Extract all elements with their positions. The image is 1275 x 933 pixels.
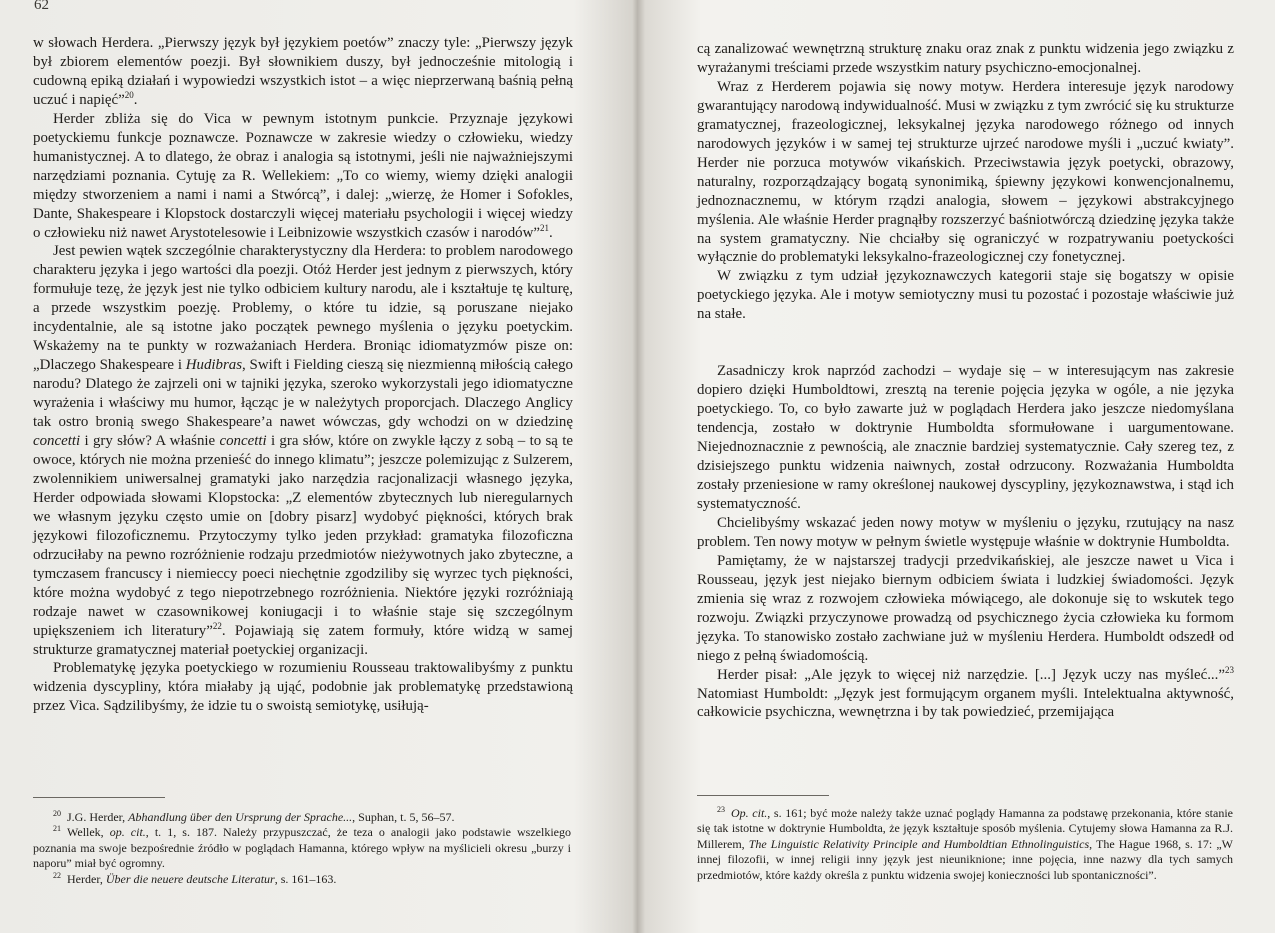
- italic-text: Über die neuere deutsche Literatur: [105, 871, 275, 886]
- left-body-text: [33, 34, 573, 716]
- text-run: Herder pisał: „Ale język to więcej niż narzędzie. [...] Język uczy nas myśleć...”: [717, 666, 1225, 683]
- text-run: i gra słów, które on zwykle łączy z sobą – to są te owoce, których nie można przenieść do innego klimatu”; jeszcze polemizując z Sulzerem, zwolennikiem uniwersalnej gramatyki jako narzędzia racjonalizacji własnego języka, Herder odpowiada słowami Klopstocka: „Z elementów zbytecznych lub nieregularnych we własnym języku często umie on [dobry pisarz] wydobyć piękności, których brak językowi filozoficznemu. Przytoczymy tylko jeden przykład: gramatyka filozoficzna odrzuciłaby na pewno rozróżnienie rodzaju przedmiotów nieżywotnych jako zbyteczne, a tymczasem francuscy i niemieccy poeci niechętnie zgodziliby się wyrzec tych piękności, które można wydobyć z tego niepotrzebnego rozróżnienia. Niektóre języki rozróżniają rodzaje nawet w czasownikowej koniugacji i to właśnie staje się szczególnym upiększeniem ich literatury”: [33, 433, 573, 639]
- text-run: Herder,: [67, 871, 106, 886]
- paragraph: [697, 362, 1234, 514]
- italic-text: The Linguistic Relativity Principle and Humboldtian Ethnolinguistics: [748, 836, 1090, 851]
- section-gap: [697, 324, 1234, 362]
- paragraph: [697, 514, 1234, 552]
- text-run: Chcielibyśmy wskazać jeden nowy motyw w myśleniu o języku, rzutujący na nasz problem. Ten nowy motyw w pełnym świetle występuje właśnie w doktrynie Humboldta.: [697, 514, 1234, 550]
- text-run: . Pojawiają się zatem formuły, które widzą w samej strukturze gramatycznej materiał poetyckiej organizacji.: [33, 622, 573, 658]
- footnote: [697, 806, 1233, 883]
- footnote-rule: [33, 797, 165, 798]
- right-body-text: [697, 40, 1234, 722]
- paragraph: [33, 110, 573, 243]
- text-run: , s. 161–163.: [274, 871, 337, 886]
- left-footnotes: [33, 810, 571, 887]
- italic-text: concetti: [219, 433, 267, 450]
- text-run: Problematykę języka poetyckiego w rozumieniu Rousseau traktowalibyśmy z punktu widzenia dyscypliny, która miałaby ją ująć, podobnie jak problematykę przedstawioną przez Vica. Sądzilibyśmy, że idzie tu o swoistą semiotykę, usiłują-: [33, 660, 573, 715]
- text-run: .: [548, 224, 553, 241]
- text-run: , s. 161; być może należy także uznać poglądy Hamanna za podstawę przekonania, które stanie się tak istotne w doktrynie Humboldta, że język kształtuje sposób myślenia. Cytujemy słowa Hamanna za R.J. Millerem,: [697, 806, 1233, 851]
- text-run: Pamiętamy, że w najstarszej tradycji przedvikańskiej, ale jeszcze nawet u Vica i Rousseau, język jest niejako biernym odbiciem świata i ludzkiej świadomości. Język zmienia się wraz z rozwojem człowieka mówiącego, ale dokonuje się to wskutek tego rozwoju. Związki przyczynowe prowadzą od psychicznego życia człowieka ku formom języka. To stanowisko zostało zachwiane już w myśleniu Herdera. Humboldt odszedł od niego z pełną świadomością.: [697, 552, 1234, 664]
- text-run: J.G. Herder,: [67, 810, 129, 824]
- footnote-number: 23: [717, 805, 725, 814]
- paragraph: [697, 552, 1234, 666]
- text-run: Herder zbliża się do Vica w pewnym istotnym punkcie. Przyznaje językowi poetyckiemu funkcje poznawcze. Poznawcze w zakresie wiedzy o człowieku, wiedzy humanistycznej. A to dlatego, że obraz i analogia są istotnymi, jeśli nie najważniejszymi narzędziami poznania. Cytuję za R. Wellekiem: „To co wiemy, wiemy dzięki analogii między stworzeniem a nami i nami a Stwórcą”, i dalej: „wierzę, że Homer i Sofokles, Dante, Shakespeare i Klopstock dostarczyli więcej materiału psychologii i więcej wiedzy o człowieku niż nawet Arystotelesowie i Leibnizowie wszystkich czasów i narodów”: [33, 110, 573, 241]
- text-run: , The Hague 1968, s. 17: „W innej filozofii, w innej religii inny język jest nieuniknione; inne pojęcia, inne nazwy dla tych samych przedmiotów, które każdy określa z punktu widzenia swojej konieczności lub spontaniczności”.: [697, 836, 1233, 882]
- footnote-reference: 22: [212, 620, 222, 631]
- footnote-number: 22: [53, 870, 61, 880]
- text-run: , t. 1, s. 187. Należy przypuszczać, że teza o analogii jako podstawie wszelkiego poznania ma swoje bezpośrednie źródło w poglądach Hamanna, którego wpływ na myślicieli okresu „burzy i naporu” miał być ogromny.: [33, 825, 571, 871]
- footnote: [33, 825, 571, 871]
- italic-text: Abhandlung über den Ursprung der Sprache...: [128, 810, 353, 824]
- paragraph: [697, 267, 1234, 324]
- paragraph: [33, 34, 573, 110]
- footnote-rule: [697, 795, 829, 796]
- text-run: Natomiast Humboldt: „Język jest formującym organem myśli. Intelektualna aktywność, całkowicie psychiczna, wewnętrzna i by tak powiedzieć, przemijająca: [697, 685, 1234, 721]
- text-run: Zasadniczy krok naprzód zachodzi – wydaje się – w interesującym nas zakresie dopiero dzięki Humboldtowi, zresztą na terenie pojęcia języka w ogóle, a nie języka poetyckiego. To, co było zawarte już w poglądach Herdera jako jeszcze niedomyślana tendencja, zostało w doktrynie Humboldta sformułowane i uargumentowane. Niejednoznacznie z pewnością, ale znacznie bardziej systematycznie. Cały szereg tez, z dzisiejszego punktu widzenia naiwnych, został odrzucony. Rozważania Humboldta zostały przeniesione w ramy określonej naukowej dyscypliny, językoznawstwa, i stąd ich systematyczność.: [697, 363, 1234, 512]
- footnote-reference: 23: [1225, 664, 1234, 675]
- left-page: [0, 0, 637, 933]
- text-run: .: [133, 91, 138, 108]
- right-footnotes: [697, 806, 1233, 883]
- text-run: i gry słów? A właśnie: [80, 433, 220, 450]
- text-run: , Swift i Fielding cieszą się niezmienną miłością całego narodu? Dlatego że zajrzeli oni w tajniki języka, szeroko wykorzystali jego idiomatyczne wyrażenia i właściwy mu humor, łącząc je w należytych proporcjach. Dlaczego Anglicy tak ostro bronią swego Shakespeare’a nawet wówczas, gdy wchodzi on w dziedzinę: [33, 357, 573, 431]
- paragraph: [697, 78, 1234, 268]
- footnote: [33, 872, 571, 887]
- paragraph: [697, 40, 1234, 78]
- right-page: [638, 0, 1275, 933]
- text-run: w słowach Herdera. „Pierwszy język był językiem poetów” znaczy tyle: „Pierwszy język był zbiorem elementów poezji. Był słownikiem duszy, był jednocześnie mitologią i cudowną epiką działań i wypowiedzi wszystkich istot – a więc nieprzerwaną baśnią pełną uczuć i napięć”: [33, 35, 573, 108]
- footnote-reference: 21: [539, 222, 549, 233]
- italic-text: op. cit.: [109, 825, 146, 840]
- text-run: W związku z tym udział językoznawczych kategorii staje się bogatszy w opisie poetyckiego języka. Ale i motyw semiotyczny musi tu pozostać i pozostaje właściwie już na stałe.: [697, 268, 1234, 323]
- paragraph: [33, 242, 573, 659]
- paragraph: [33, 659, 573, 716]
- footnote-number: 20: [53, 809, 61, 818]
- italic-text: concetti: [33, 433, 81, 450]
- text-run: , Suphan, t. 5, 56–57.: [352, 810, 455, 824]
- italic-text: Hudibras: [185, 357, 243, 374]
- text-run: cą zanalizować wewnętrzną strukturę znaku oraz znak z punktu widzenia jego związku z wyrażanymi treściami przede wszystkim natury psychiczno-emocjonalnej.: [697, 41, 1234, 76]
- footnote: [33, 810, 571, 825]
- italic-text: Op. cit.: [731, 806, 768, 820]
- text-run: Jest pewien wątek szczególnie charakterystyczny dla Herdera: to problem narodowego charakteru języka i jego wartości dla poezji. Otóż Herder jest jednym z pierwszych, który formułuje tezę, że język jest nie tylko odbiciem kultury narodu, ale i kształtuje tę kulturę, a przede wszystkim poezję. Problemy, o które tu idzie, są poruszane niejako incydentalnie, ale są istotne jako początek pewnego myślenia o języku poetyckim. Wskażemy na te punkty w rozważaniach Herdera. Broniąc idiomatyzmów pisze on: „Dlaczego Shakespeare i: [33, 243, 573, 374]
- paragraph: [697, 666, 1234, 723]
- footnote-reference: 20: [124, 89, 134, 100]
- footnote-number: 21: [53, 824, 61, 834]
- text-run: Wellek,: [67, 825, 110, 840]
- page-number: 62: [34, 0, 49, 13]
- text-run: Wraz z Herderem pojawia się nowy motyw. Herdera interesuje język narodowy gwarantujący narodową indywidualność. Musi w związku z tym zwrócić się ku strukturze gramatycznej, frazeologicznej, leksykalnej języka narodowego różnego od innych narodowych języków i w samej tej strukturze ujrzeć narodowe myśli i „uczuć kwiaty”. Herder nie porzuca motywów vikańskich. Przeciwstawia język poetycki, obrazowy, naturalny, rozporządzający bogatą synonimiką, śpiewny językowi konwencjonalnemu, jednoznacznemu, w którym rządzi analogia, słowem – językowi abstrakcyjnego myślenia. Ale właśnie Herder pragnąłby rozszerzyć baśniotwórczą dziedzinę języka także na system gramatyczny. Nie chciałby się ograniczyć w rozpatrywaniu poetyckości wyłącznie do problematyki leksykalno-frazeologicznej czy fonetycznej.: [697, 78, 1234, 266]
